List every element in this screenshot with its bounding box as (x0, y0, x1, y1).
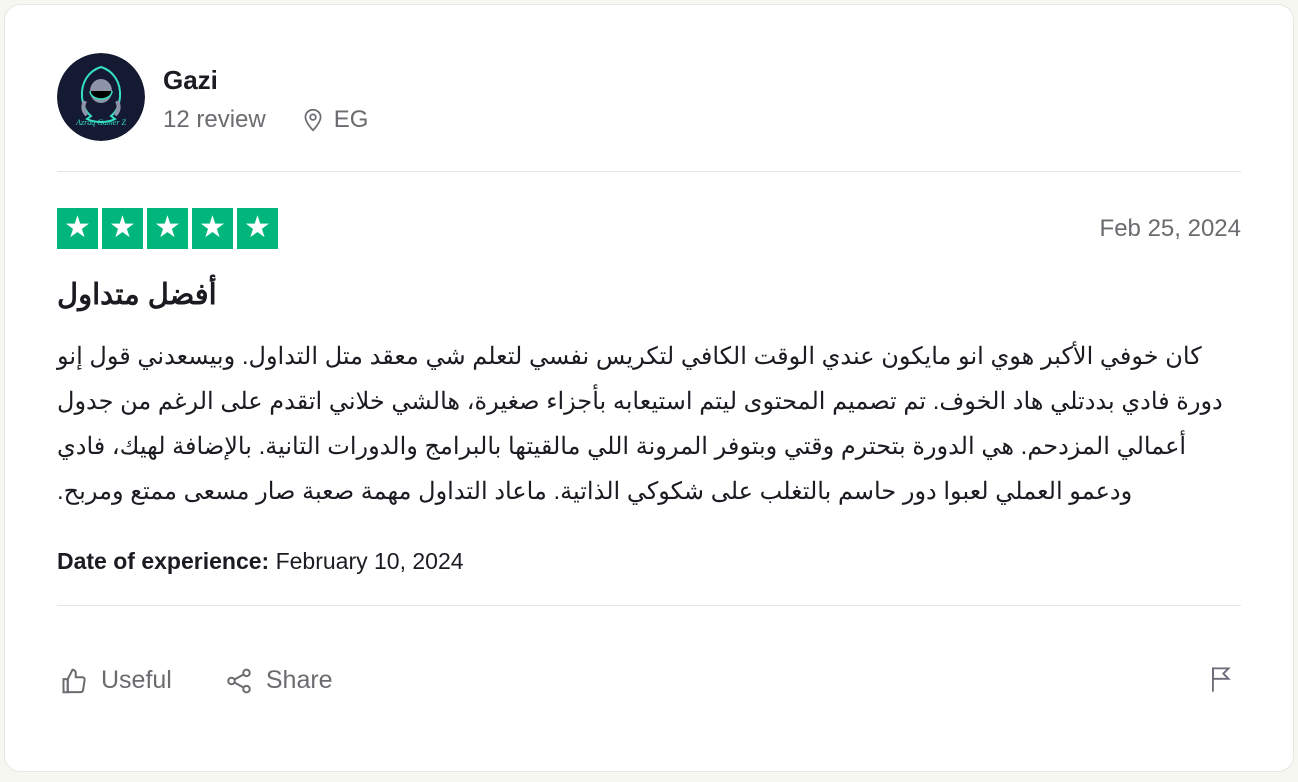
star-5: ★ (237, 208, 278, 249)
footer-actions (59, 666, 333, 696)
date-of-experience-value: February 10, 2024 (275, 548, 464, 574)
date-of-experience (57, 548, 1241, 575)
reviewer-meta (163, 106, 368, 134)
share-icon (224, 666, 254, 696)
reviewer-info (163, 61, 368, 134)
useful-button[interactable] (59, 666, 172, 696)
star-3: ★ (147, 208, 188, 249)
location-code: EG (333, 105, 369, 133)
header-divider (57, 171, 1241, 172)
avatar-gamer-logo (57, 53, 145, 141)
reviewer-header (57, 53, 1241, 141)
avatar[interactable] (57, 53, 145, 141)
review-body: كان خوفي الأكبر هوي انو مايكون عندي الوقت الكافي لتكريس نفسي لتعلم شي معقد متل التداول. وبيسعدني قول إنو دورة فادي بددتلي هاد الخوف. تم تصميم المحتوى ليتم استيعابه بأجزاء صغيرة، هالشي خلاني اتقدم على الرغم من جدول أعمالي المزدحم. هي الدورة بتحترم وقتي وبتوفر المرونة اللي مالقيتها بالبرامج والدورات التانية. بالإضافة لهيك، فادي ودعمو العملي لعبوا دور حاسم بالتغلب على شكوكي الذاتية. ماعاد التداول مهمة صعبة صار مسعى ممتع ومربح. (57, 343, 1223, 505)
review-card (4, 4, 1294, 772)
location-pin-icon (300, 107, 326, 133)
flag-icon (1207, 664, 1235, 694)
star-1: ★ (57, 208, 98, 249)
date-of-experience-label: Date of experience: (57, 548, 270, 574)
reviewer-location (300, 106, 369, 134)
share-label: Share (265, 666, 333, 694)
report-flag-button[interactable] (1203, 660, 1239, 701)
footer-divider (57, 605, 1241, 606)
review-date: Feb 25, 2024 (1099, 214, 1241, 242)
review-head (57, 208, 1241, 249)
share-button[interactable] (224, 666, 333, 696)
star-rating (57, 208, 278, 249)
star-4: ★ (192, 208, 233, 249)
review-title: أفضل متداول (57, 279, 217, 311)
reviewer-name[interactable]: Gazi (163, 64, 218, 95)
svg-text:Azraq Gamer Z: Azraq Gamer Z (76, 118, 126, 127)
thumbs-up-icon (59, 666, 89, 696)
review-count: 12 review (163, 105, 266, 133)
useful-label: Useful (101, 666, 172, 694)
star-2: ★ (102, 208, 143, 249)
review-footer (57, 636, 1241, 701)
